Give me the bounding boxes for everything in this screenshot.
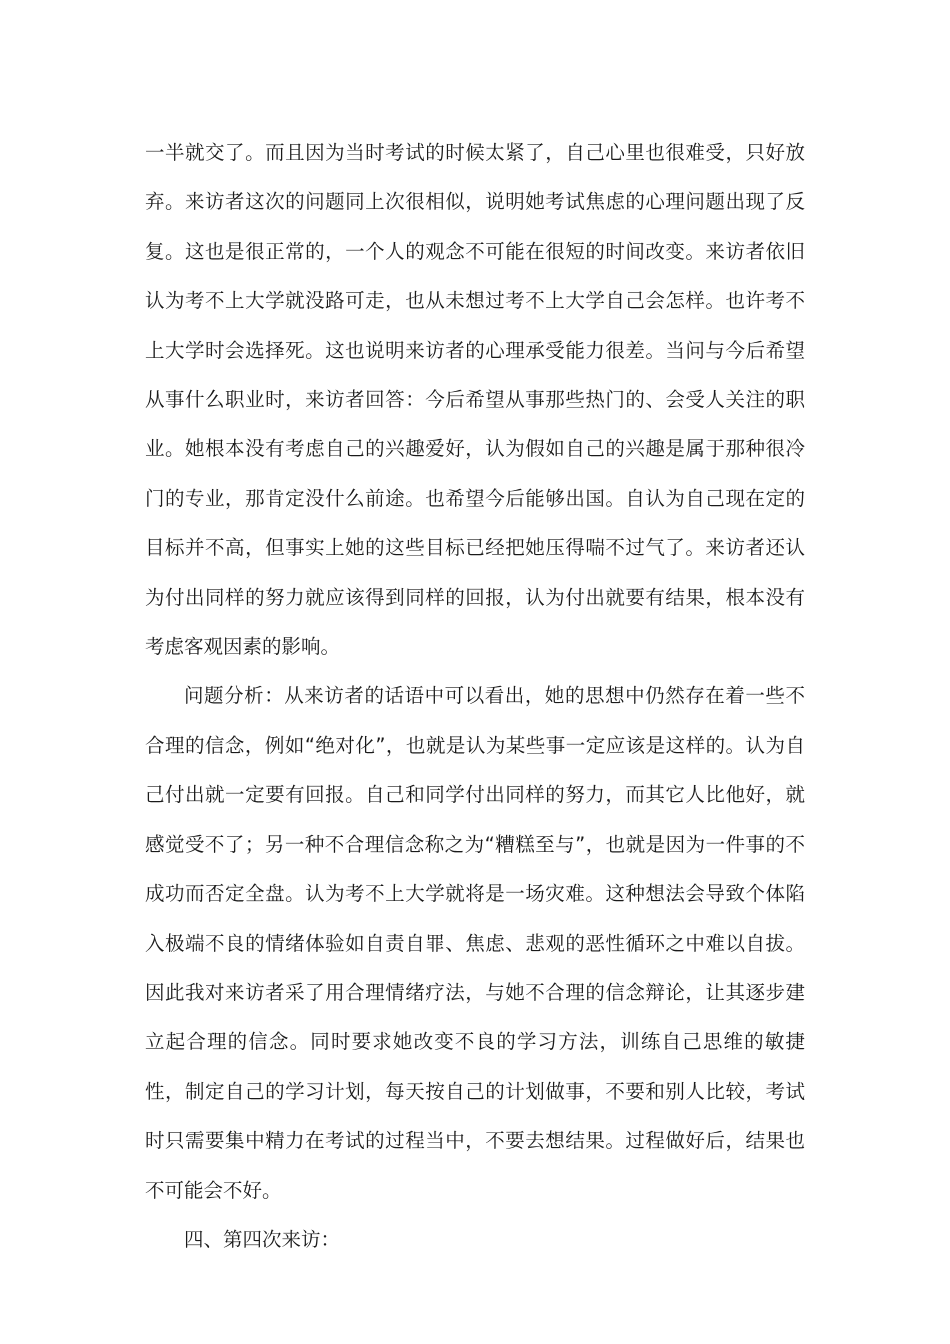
paragraph-problem-analysis: 问题分析：从来访者的话语中可以看出，她的思想中仍然存在着一些不合理的信念，例如“绝对化”，也就是认为某些事一定应该是这样的。认为自己付出就一定要有回报。自己和同学付出同样的努力，而其它人比他好，就感觉受不了；另一种不合理信念称之为“糟糕至与”，也就是因为一件事的不成功而否定全盘。认为考不上大学就将是一场灾难。这种想法会导致个体陷入极端不良的情绪体验如自责自罪、焦虑、悲观的恶性循环之中难以自拔。因此我对来访者采了用合理情绪疗法，与她不合理的信念辩论，让其逐步建立起合理的信念。同时要求她改变不良的学习方法，训练自己思维的敏捷性，制定自己的学习计划，每天按自己的计划做事，不要和别人比较，考试时只需要集中精力在考试的过程当中，不要去想结果。过程做好后，结果也不可能会不好。 (145, 684, 805, 1202)
document-body (145, 128, 805, 1264)
paragraph-continuation: 一半就交了。而且因为当时考试的时候太紧了，自己心里也很难受，只好放弃。来访者这次的问题同上次很相似，说明她考试焦虑的心理问题出现了反复。这也是很正常的，一个人的观念不可能在很短的时间改变。来访者依旧认为考不上大学就没路可走，也从未想过考不上大学自己会怎样。也许考不上大学时会选择死。这也说明来访者的心理承受能力很差。当问与今后希望从事什么职业时，来访者回答：今后希望从事那些热门的、会受人关注的职业。她根本没有考虑自己的兴趣爱好，认为假如自己的兴趣是属于那种很冷门的专业，那肯定没什么前途。也希望今后能够出国。自认为自己现在定的目标并不高，但事实上她的这些目标已经把她压得喘不过气了。来访者还认为付出同样的努力就应该得到同样的回报，认为付出就要有结果，根本没有考虑客观因素的影响。 (145, 141, 805, 659)
section-heading-fourth-visit: 四、第四次来访： (184, 1227, 341, 1251)
